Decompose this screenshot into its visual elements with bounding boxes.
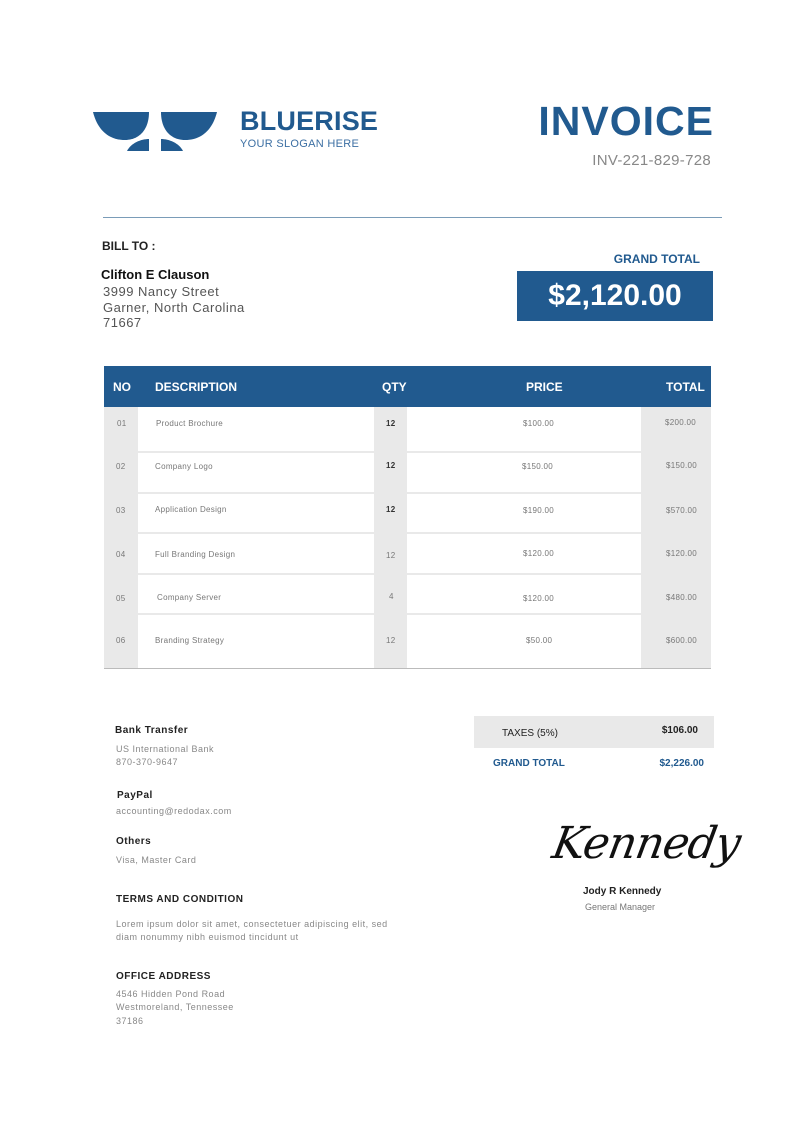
taxes-label: TAXES (5%) <box>502 728 558 739</box>
header-description: DESCRIPTION <box>155 380 238 394</box>
summary-grand-total-value: $2,226.00 <box>659 758 704 769</box>
terms-title: TERMS AND CONDITION <box>116 894 244 905</box>
invoice-title: INVOICE <box>538 98 714 144</box>
table-bottom-rule <box>104 668 711 669</box>
grand-total-value: $2,120.00 <box>517 271 713 321</box>
terms-text: Lorem ipsum dolor sit amet, consectetuer adipiscing elit, sed <box>116 919 388 929</box>
row-qty: 12 <box>386 636 396 645</box>
paypal-email: accounting@redodax.com <box>116 806 232 816</box>
row-no: 02 <box>116 462 126 471</box>
row-qty: 4 <box>389 592 394 601</box>
row-description: Full Branding Design <box>155 550 236 559</box>
header-total: TOTAL <box>666 380 705 394</box>
row-price: $150.00 <box>522 462 554 471</box>
row-no: 03 <box>116 506 126 515</box>
total-column-bg <box>641 407 711 668</box>
qty-column-bg <box>374 407 407 668</box>
paypal-title: PayPal <box>117 790 153 801</box>
row-total: $570.00 <box>666 506 698 515</box>
no-column-bg <box>104 407 138 668</box>
bank-transfer-title: Bank Transfer <box>115 725 189 736</box>
invoice-number: INV-221-829-728 <box>592 152 711 169</box>
taxes-value: $106.00 <box>661 725 698 736</box>
row-total: $480.00 <box>666 593 698 602</box>
bill-to-label: BILL TO : <box>102 239 156 253</box>
client-name: Clifton E Clauson <box>101 267 210 282</box>
row-separator <box>138 573 641 575</box>
brand-name: BLUERISE <box>240 106 379 136</box>
row-qty: 12 <box>386 419 396 428</box>
signer-role: General Manager <box>585 902 656 912</box>
header-no: NO <box>113 380 131 394</box>
row-total: $150.00 <box>666 461 698 470</box>
header-qty: QTY <box>382 380 407 394</box>
office-address-line: 4546 Hidden Pond Road <box>116 989 226 999</box>
others-text: Visa, Master Card <box>116 855 197 865</box>
row-description: Branding Strategy <box>155 636 225 645</box>
row-qty: 12 <box>386 551 396 560</box>
grand-total-label: GRAND TOTAL <box>613 252 700 266</box>
row-price: $50.00 <box>526 636 553 645</box>
row-description: Application Design <box>155 505 227 514</box>
terms-text: diam nonummy nibh euismod tincidunt ut <box>116 932 299 942</box>
row-price: $190.00 <box>523 506 555 515</box>
row-total: $200.00 <box>665 418 697 427</box>
bank-account: 870-370-9647 <box>116 757 179 767</box>
summary-grand-total-label: GRAND TOTAL <box>493 758 565 769</box>
signer-name: Jody R Kennedy <box>583 886 662 897</box>
row-separator <box>138 613 641 615</box>
row-qty: 12 <box>386 505 396 514</box>
office-address-title: OFFICE ADDRESS <box>116 971 211 982</box>
row-total: $600.00 <box>666 636 698 645</box>
row-description: Company Server <box>157 593 222 602</box>
client-address-line: 71667 <box>103 315 142 330</box>
row-description: Company Logo <box>155 462 213 471</box>
office-address-line: Westmoreland, Tennessee <box>116 1002 234 1012</box>
row-price: $100.00 <box>523 419 555 428</box>
butterfly-wings-icon <box>93 110 217 152</box>
row-no: 04 <box>116 550 126 559</box>
row-price: $120.00 <box>523 594 555 603</box>
row-description: Product Brochure <box>156 419 224 428</box>
header-price: PRICE <box>526 380 563 394</box>
row-separator <box>138 532 641 534</box>
signature-script: Kennedy <box>548 818 744 869</box>
row-no: 06 <box>116 636 126 645</box>
client-address-line: 3999 Nancy Street <box>103 284 220 299</box>
others-title: Others <box>116 836 152 847</box>
row-separator <box>138 451 641 453</box>
client-address-line: Garner, North Carolina <box>103 300 245 315</box>
row-no: 05 <box>116 594 126 603</box>
brand-slogan: YOUR SLOGAN HERE <box>240 138 360 150</box>
header-divider <box>103 217 722 218</box>
row-no: 01 <box>117 419 127 428</box>
row-price: $120.00 <box>523 549 555 558</box>
office-address-line: 37186 <box>116 1016 144 1026</box>
table-header <box>104 366 711 407</box>
row-separator <box>138 492 641 494</box>
row-qty: 12 <box>386 461 396 470</box>
row-total: $120.00 <box>666 549 698 558</box>
bank-name: US International Bank <box>116 744 215 754</box>
